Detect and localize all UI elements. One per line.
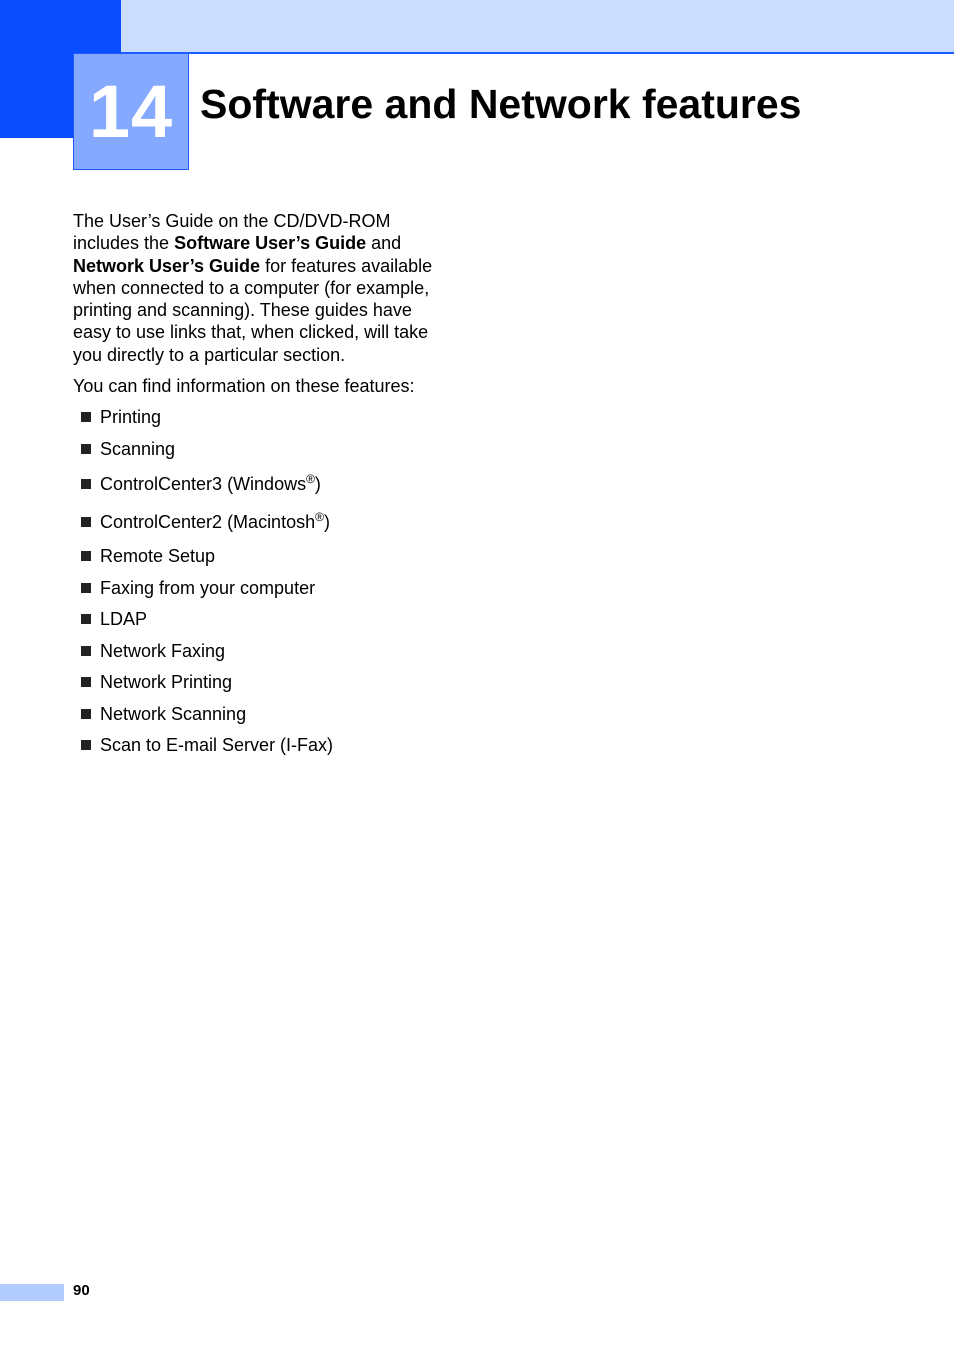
feature-label: Printing xyxy=(100,407,162,428)
feature-label-suffix: ) xyxy=(323,512,330,533)
square-bullet-icon xyxy=(81,677,91,687)
feature-item-network-scanning xyxy=(73,703,443,725)
square-bullet-icon xyxy=(81,646,91,656)
feature-item-ldap xyxy=(73,608,443,630)
registered-mark: ® xyxy=(306,472,315,487)
feature-label: ControlCenter2 (Macintosh xyxy=(100,512,316,533)
feature-item-scan-to-email xyxy=(73,734,443,756)
intro-paragraph xyxy=(73,210,443,366)
feature-label: Faxing from your computer xyxy=(100,577,316,598)
features-lead: You can find information on these features: xyxy=(73,376,415,397)
feature-label: LDAP xyxy=(100,609,148,630)
feature-item-faxing-from-computer xyxy=(73,577,443,599)
feature-item-remote-setup xyxy=(73,545,443,567)
feature-item-printing xyxy=(73,406,443,428)
chapter-number: 14 xyxy=(88,69,174,153)
software-users-guide-ref: Software User’s Guide xyxy=(174,233,367,254)
square-bullet-icon xyxy=(81,412,91,422)
feature-item-network-faxing xyxy=(73,640,443,662)
intro-text-3: for features available when connected to a computer (for example, printing and scanning). These guides have easy to use links that, when clicked, will take you directly to a particular section. xyxy=(73,255,433,365)
square-bullet-icon xyxy=(81,479,91,489)
page-number: 90 xyxy=(73,1282,90,1299)
header-band xyxy=(121,0,954,54)
square-bullet-icon xyxy=(81,583,91,593)
feature-label-suffix: ) xyxy=(314,474,321,495)
feature-label: Network Faxing xyxy=(100,640,226,661)
feature-list xyxy=(73,406,443,756)
feature-label: Remote Setup xyxy=(100,546,216,567)
feature-item-network-printing xyxy=(73,671,443,693)
feature-label: Scanning xyxy=(100,438,176,459)
feature-label: ControlCenter3 (Windows xyxy=(100,474,307,495)
square-bullet-icon xyxy=(81,614,91,624)
square-bullet-icon xyxy=(81,444,91,454)
chapter-title: Software and Network features xyxy=(200,81,802,127)
feature-label: Network Scanning xyxy=(100,703,247,724)
feature-item-controlcenter2 xyxy=(73,507,443,533)
square-bullet-icon xyxy=(81,517,91,527)
chapter-number-box xyxy=(73,53,189,170)
feature-item-scanning xyxy=(73,438,443,460)
feature-item-controlcenter3 xyxy=(73,469,443,495)
registered-mark: ® xyxy=(315,510,324,525)
main-content xyxy=(73,210,443,766)
intro-text-2: and xyxy=(366,233,402,254)
feature-label: Network Printing xyxy=(100,672,233,693)
footer-bar xyxy=(0,1284,64,1301)
square-bullet-icon xyxy=(81,740,91,750)
network-users-guide-ref: Network User’s Guide xyxy=(73,255,261,276)
intro-text-1: The User’s Guide on the CD/DVD-ROM includes the xyxy=(73,211,391,254)
square-bullet-icon xyxy=(81,709,91,719)
feature-label: Scan to E-mail Server (I-Fax) xyxy=(100,735,334,756)
square-bullet-icon xyxy=(81,551,91,561)
